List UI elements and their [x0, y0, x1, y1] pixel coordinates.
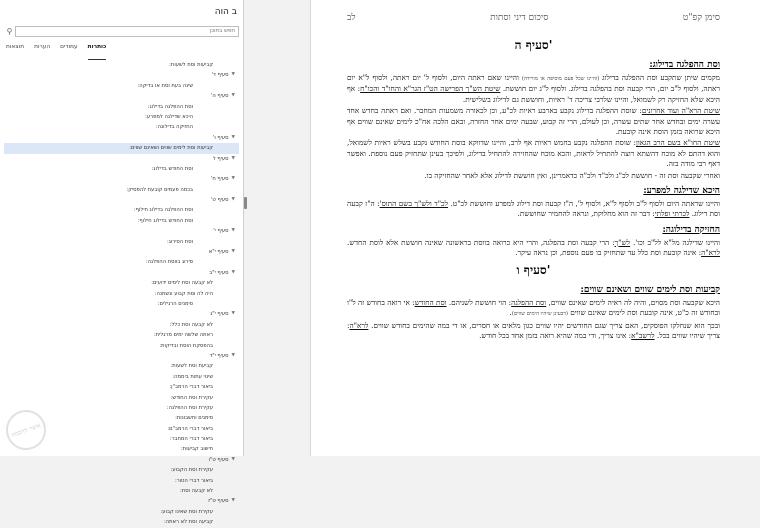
- text-run: לרשב"א: [631, 330, 655, 340]
- toc-item-label: בכמה פעמים קובעת להפסיק:: [126, 186, 193, 193]
- expand-triangle-icon[interactable]: ▼: [231, 155, 235, 161]
- navigation-panel: [0, 0, 244, 526]
- toc-item-label: קביעה וסת לא ראתה:: [164, 519, 213, 526]
- toc-item-label: בהפסקת הוסת ובדיקות:: [159, 342, 213, 349]
- text-run: והיינו שאם ראתה היום, ולסוף ל' יום ראתה, ולסוף ל"א יום ראתה, ולסוף ל"ב יום, הרי קבעה וסת בהפלגה בדילוג. ולסוף ל"ג יום חוששת.: [347, 73, 720, 94]
- expand-triangle-icon[interactable]: ▼: [231, 249, 235, 255]
- text-run: לכ"ד ולש"ך בשם התוס': [379, 199, 449, 209]
- text-run: ובכך הוא שנחלקו הפוסקים, האם צריך שגם החודשים יהיו שווים כגון מלאים או חסרים, או די במה שהימים בחודש שווים.: [368, 320, 720, 330]
- toc-item-label: סעיף י"ג: [210, 311, 229, 318]
- expand-triangle-icon[interactable]: ▼: [231, 269, 235, 275]
- toc-item-label: סימנים הרגילים:: [157, 300, 193, 307]
- text-run: שיטת החו"א בשם הרב הגאון: [636, 138, 720, 148]
- section-heading: סעיף ה': [514, 38, 553, 52]
- toc-item[interactable]: [4, 205, 239, 215]
- toc-item[interactable]: [4, 278, 239, 288]
- page-header: [347, 10, 720, 24]
- toc-list: [0, 60, 243, 528]
- text-run: וסת ההפלגה: [511, 297, 547, 307]
- toc-item[interactable]: [4, 195, 239, 205]
- header-page-number: לב: [347, 12, 356, 23]
- expand-triangle-icon[interactable]: ▼: [231, 498, 235, 504]
- toc-item-label: עקירת וסת שאינו קבוע:: [160, 508, 213, 515]
- expand-triangle-icon[interactable]: ▼: [231, 311, 235, 317]
- paragraph: [347, 298, 720, 320]
- toc-item-label: עקירת וסת הקבוע:: [170, 467, 213, 474]
- text-run: : אף היכא שלא החזיקה רק לשמואל, והיינו שלרבי צריכה ד' ראיות, וחוששת גם לדילוג בשלישית.: [347, 84, 720, 104]
- search-icon[interactable]: ⚲: [6, 26, 13, 36]
- toc-item[interactable]: [4, 496, 239, 506]
- toc-item[interactable]: [4, 247, 239, 257]
- toc-item-label: סירוג בווסת ההפלגה:: [145, 259, 193, 266]
- toc-item-label: סעיף ח': [210, 176, 229, 183]
- toc-item[interactable]: [4, 164, 239, 174]
- expand-triangle-icon[interactable]: ▼: [231, 134, 235, 140]
- toc-item[interactable]: [4, 289, 239, 299]
- text-run: וסת החודש: [414, 297, 447, 307]
- text-run: : אי רואה בחודש זה ל"ו ובחודש זה כ"ט, אינה קובעת וסת לימים שאינם שווים: [347, 297, 720, 318]
- toc-item[interactable]: [4, 393, 239, 403]
- toc-item[interactable]: [4, 444, 239, 454]
- panel-title-text: ב הוה: [214, 7, 237, 17]
- toc-item-label: סעיף י': [213, 228, 229, 235]
- text-run: : אינו צריך, ודי במה שהיא רואה בזמן אחד בכל חודש.: [479, 330, 632, 340]
- toc-item[interactable]: [4, 517, 239, 527]
- paragraph: [347, 171, 720, 181]
- toc-item-label: החזיקה בדילוגה:: [155, 124, 193, 131]
- tab-1[interactable]: עמודים: [60, 44, 78, 50]
- toc-item[interactable]: [4, 60, 239, 70]
- paragraph-title: קביעות וסת לימים שווים ושאינם שווים:: [580, 284, 720, 295]
- toc-item-label: ביאור דברי הטור:: [174, 477, 213, 484]
- toc-item-label: סעיף ה': [210, 93, 229, 100]
- toc-item-label: היכא שדילגה למפרע:: [145, 113, 193, 120]
- toc-item[interactable]: [4, 133, 239, 143]
- toc-item[interactable]: [4, 486, 239, 496]
- expand-triangle-icon[interactable]: ▼: [231, 72, 235, 78]
- toc-item-label: סעיף ז': [212, 155, 229, 162]
- toc-item-label: וסת הסירוג:: [167, 238, 193, 245]
- document-body: [347, 38, 720, 341]
- toc-item[interactable]: [4, 320, 239, 330]
- toc-item-label: ביאור דברי הרמב"ן:: [169, 384, 213, 391]
- text-run: היכא שקבעה וסת מסוים, והיה לה ראיה לימים שאינם שווים,: [546, 297, 721, 307]
- panel-title: [0, 0, 243, 24]
- expand-triangle-icon[interactable]: ▼: [231, 228, 235, 234]
- toc-item-label: עקירת וסת ההפלגה:: [166, 404, 213, 411]
- text-run: שיטת הש"ך הפרישה הט"ז הגר"א והחו"ד והכו"ח: [360, 84, 501, 94]
- text-run: (דבעינן שיהיו הימים שווים): [511, 311, 568, 318]
- toc-item-label: סעיף ד': [211, 72, 229, 79]
- toc-item-label: סעיף ט': [211, 197, 229, 204]
- text-run: : ה"ז קבעה וסת דילוג.: [347, 199, 720, 219]
- toc-item[interactable]: [4, 102, 239, 112]
- toc-item-label: וסת ההפלגה בדילוג חילוף:: [133, 207, 193, 214]
- paragraph-title: החזיקה בדילוגה:: [662, 224, 720, 235]
- toc-item-label: סעיף ט"ו: [208, 456, 229, 463]
- toc-item[interactable]: [4, 81, 239, 91]
- text-run: (והיינו שכל פעם מוסיפה או מורידה): [521, 76, 600, 82]
- panel-tabs: [0, 38, 243, 60]
- text-run: : צריך שיהיו שווים בכל.: [347, 320, 720, 340]
- paragraph-title: היכא שדילגה למפרע:: [643, 186, 720, 197]
- text-run: והיינו שראתה היום ולסוף ל"ב ולסוף ל"א, ולסוף ל', ה"ז קבעה וסת דילוג למפרע וחוששת לכ"ט.: [448, 199, 720, 209]
- paragraph: [347, 106, 720, 137]
- toc-item[interactable]: [4, 361, 239, 371]
- toc-item[interactable]: [4, 299, 239, 309]
- toc-item-label: קביעות וסת לשעות:: [169, 62, 213, 68]
- toc-item[interactable]: [4, 351, 239, 361]
- text-run: לרא"ה: [701, 248, 720, 258]
- paragraph: [347, 238, 720, 259]
- text-run: לרא"ה: [349, 320, 369, 330]
- toc-item[interactable]: [4, 372, 239, 382]
- toc-item[interactable]: [4, 476, 239, 486]
- watermark-logo: אוצר החכמה: [0, 404, 51, 455]
- toc-item-label: קביעת וסת לשעות:: [170, 363, 213, 370]
- toc-item[interactable]: [4, 330, 239, 340]
- text-run: : שוסת ההפלגה נקבע בחמש ראיות אף לרב, והיינו שדווקא בוסת החודש נקבע בשלש ראיות לשמואל, והוא דהתם לא מוכח דהשתא רוצה להתחיל לראות, והכא מוכח שהחזירה להתחיל בדילוג, ולפיכך בעינן שתחזיק פעם נוספת. ואפשר דאף רבי מודה בזה.: [347, 138, 720, 169]
- toc-item[interactable]: [4, 91, 239, 101]
- toc-item[interactable]: [4, 403, 239, 413]
- toc-item-label: ביאור דברי המחבר:: [169, 436, 213, 443]
- toc-item[interactable]: [4, 226, 239, 236]
- toc-item-label: ראתה שלשה ימים מרגלית:: [154, 332, 213, 339]
- expand-triangle-icon[interactable]: ▼: [231, 93, 235, 99]
- search-input[interactable]: [15, 26, 239, 37]
- toc-item-label: סעיף י"ד: [209, 352, 229, 359]
- text-run: מקמים שיתן שתקבע וסת ההפלגה בדילוג: [599, 73, 720, 82]
- text-run: : שוסת ההפלגה בדילוג נקבע בארבע ראיות לכ"ע, וכן לכאורה משמעות המחבר. ואם ראתה בחדש אחד עשרה ימים ובחדש אחר שתים עשרה, וכן לעולם, הרי זה קבוע, שבעה ימים אחר החזרה, ובאם הלכה אח"כ לימים שאינם שווים אף היכא שרואה בזמן הוסת אינה קובעת.: [347, 106, 720, 137]
- header-siman: סימן קפ"ט: [682, 12, 720, 23]
- toc-item-label: וסת ההפלגה בדילוג:: [147, 103, 193, 110]
- paragraph: [347, 199, 720, 220]
- toc-item[interactable]: [4, 309, 239, 319]
- toc-item-label: סעיף ט"ז: [208, 498, 229, 505]
- toc-item-label: סימנים וחשבונות:: [175, 415, 213, 422]
- toc-item-label: לא קבעה וסת לימים ידועים:: [151, 280, 213, 287]
- toc-item-label: וסת החודש בדילוג חילוף:: [137, 217, 193, 224]
- paragraph-title: וסת ההפלגה בדילוג:: [649, 60, 720, 70]
- text-run: : דבר זה הוא מחלוקת, ונראה להחמיר שחוששת.: [517, 209, 655, 219]
- toc-item[interactable]: [4, 143, 239, 153]
- text-run: שיטת הרא"ה ועוד אחרונים: [641, 106, 720, 116]
- toc-item-label: ביאור דברי הרמב"ם:: [167, 425, 213, 432]
- expand-triangle-icon[interactable]: ▼: [231, 197, 235, 203]
- text-run: : הוי חוששת לשניהם.: [446, 297, 512, 307]
- text-run: : אינה קובעת וסת כלל עד שתחזיק בו פעם נוספת, וכן נראה עיקר.: [515, 248, 702, 258]
- toc-item-label: עקירת וסת החודש:: [170, 394, 213, 401]
- toc-item-label: לא קבעה וסת כלל:: [169, 321, 213, 328]
- paragraph: [347, 73, 720, 105]
- text-run: והיינו שדילגה מל"א לל"ב וכו'.: [630, 237, 720, 247]
- toc-item[interactable]: [4, 455, 239, 465]
- header-book-title: סיכום דיני וסתות: [490, 12, 549, 23]
- toc-item[interactable]: [4, 237, 239, 247]
- toc-item[interactable]: [4, 154, 239, 164]
- expand-triangle-icon[interactable]: ▼: [231, 352, 235, 358]
- toc-item-label: סעיף י"ב: [209, 269, 229, 276]
- toc-item[interactable]: [4, 465, 239, 475]
- document-page: [310, 0, 760, 456]
- toc-item[interactable]: [4, 507, 239, 517]
- toc-item-label: לא קבעה וסת:: [180, 488, 213, 495]
- expand-triangle-icon[interactable]: ▼: [231, 456, 235, 462]
- tab-0[interactable]: כותרות: [88, 44, 107, 60]
- expand-triangle-icon[interactable]: ▼: [231, 176, 235, 182]
- section-heading: סעיף ו': [516, 262, 551, 277]
- toc-item-label: חישוב קביעות:: [181, 446, 213, 453]
- toc-item-label: סעיף י"א: [208, 249, 229, 256]
- paragraph: [347, 138, 720, 169]
- toc-item[interactable]: [4, 70, 239, 80]
- tab-2[interactable]: הערות: [34, 44, 51, 50]
- toc-item-label: שינוי עתות ביממה:: [172, 373, 213, 380]
- toc-item[interactable]: [4, 174, 239, 184]
- text-run: ואחרי שקבעה וסת זה - חוששת לכ"ג ולכ"ד ולכ"ה כדאמרינן, ואין חוששת לדילוג אלא לאחר שהחזיקה בו.: [424, 170, 720, 180]
- scroll-thumb[interactable]: [244, 197, 247, 209]
- paragraph: [347, 321, 720, 342]
- toc-item[interactable]: [4, 382, 239, 392]
- panel-splitter[interactable]: [244, 0, 310, 456]
- text-run: .: [509, 308, 512, 318]
- text-run: : הרי קבעה וסת בהפלגה, והרי היא כרואה בווסת בראשונה שאינה חוששת אלא לוסת החדש.: [347, 237, 615, 247]
- toc-item[interactable]: [4, 216, 239, 226]
- tab-3[interactable]: תוצאות: [6, 44, 25, 50]
- toc-item[interactable]: [4, 341, 239, 351]
- toc-item-label: וסת החודש בדילוג:: [151, 165, 193, 172]
- toc-item-label: קביעות וסת לימים שווים ושאינם שווים:: [129, 145, 213, 152]
- text-run: לכרתי ופלתי: [654, 209, 690, 219]
- toc-item[interactable]: [4, 185, 239, 195]
- toc-item-label: היה לה וסת קבוע ונשתנה:: [154, 290, 213, 297]
- toc-item[interactable]: [4, 268, 239, 278]
- text-run: לש"ך: [614, 237, 631, 247]
- search-row: [0, 24, 243, 38]
- toc-item[interactable]: [4, 122, 239, 132]
- toc-item[interactable]: [4, 112, 239, 122]
- toc-item-label: סעיף ו': [212, 134, 229, 141]
- toc-item-label: שינה בעת וסת או בדיקה:: [137, 82, 193, 89]
- toc-item[interactable]: [4, 257, 239, 267]
